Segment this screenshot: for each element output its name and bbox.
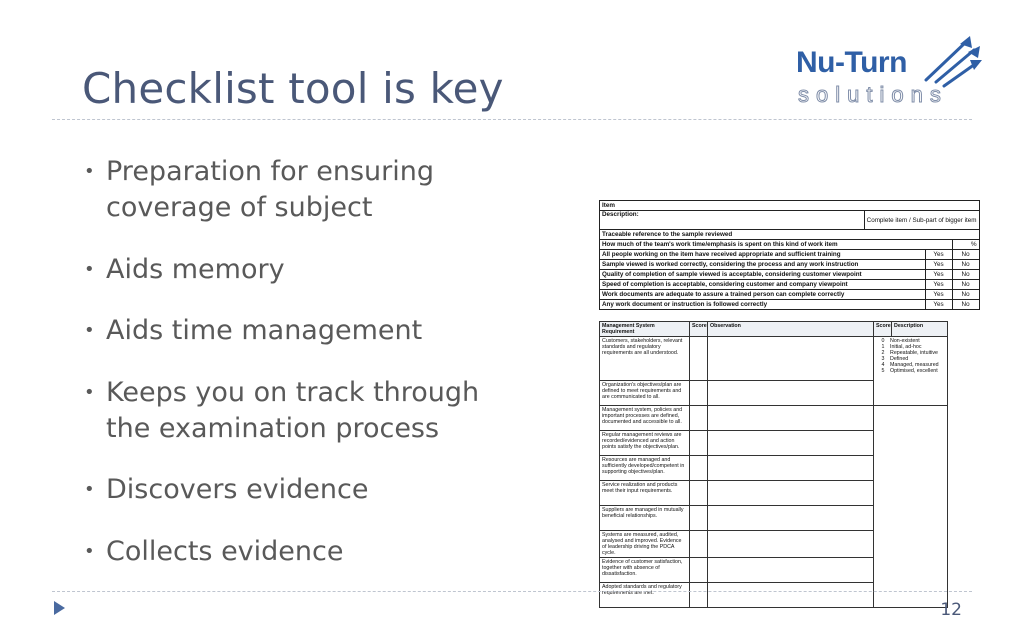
description-value: Complete item / Sub-part of bigger item bbox=[864, 211, 979, 230]
bottom-divider bbox=[52, 591, 972, 592]
bullet-list bbox=[84, 154, 554, 595]
header-observation: Observation bbox=[708, 322, 874, 337]
question-row: Quality of completion of sample viewed is acceptable, considering customer viewpoint Yes No bbox=[600, 270, 980, 280]
time-question: How much of the team's work time/emphasis is spent on this kind of work item bbox=[600, 240, 953, 250]
item-label: Item bbox=[600, 201, 980, 211]
header-scale-score: Score bbox=[874, 322, 892, 337]
requirement-cell: Systems are measured, audited, analysed and improved. Evidence of leadership driving the PDCA cycle. bbox=[600, 531, 690, 558]
company-logo bbox=[790, 32, 980, 112]
question-row: Any work document or instruction is followed correctly Yes No bbox=[600, 300, 980, 310]
bullet-item: • Preparation for ensuring coverage of subject bbox=[84, 154, 554, 226]
time-unit: % bbox=[952, 240, 979, 250]
header-requirement: Management System Requirement bbox=[600, 322, 690, 337]
play-icon bbox=[54, 601, 65, 615]
bullet-item: • Aids memory bbox=[84, 252, 554, 288]
requirement-cell: Organization's objectives/plan are defined to meet requirements and are communicated to all. bbox=[600, 381, 690, 406]
requirement-cell: Evidence of customer satisfaction, together with absence of dissatisfaction. bbox=[600, 558, 690, 583]
bullet-item: • Aids time management bbox=[84, 313, 554, 349]
logo-tagline: solutions bbox=[798, 82, 948, 107]
bullet-item: • Keeps you on track through the examination process bbox=[84, 375, 486, 447]
checklist-table-top bbox=[599, 200, 980, 310]
slide-title: Checklist tool is key bbox=[82, 64, 504, 113]
top-divider bbox=[52, 119, 972, 120]
requirement-cell: Customers, stakeholders, relevant standards and regulatory requirements are all understood. bbox=[600, 337, 690, 381]
bullet-item: • Discovers evidence bbox=[84, 472, 554, 508]
checklist-table-bottom bbox=[599, 321, 948, 608]
description-label: Description: bbox=[600, 211, 865, 230]
logo-wordmark: Nu-Turn bbox=[796, 46, 907, 79]
requirement-cell: Management system, policies and important processes are defined, documented and accessible to all. bbox=[600, 406, 690, 431]
traceable-row: Traceable reference to the sample reviewed bbox=[600, 230, 980, 240]
question-row: Speed of completion is acceptable, considering customer and company viewpoint Yes No bbox=[600, 280, 980, 290]
triple-arrow-icon bbox=[922, 32, 982, 88]
header-scale-description: Description bbox=[892, 322, 948, 337]
question-row: Sample viewed is worked correctly, considering the process and any work instruction Yes No bbox=[600, 260, 980, 270]
header-score: Score bbox=[690, 322, 708, 337]
question-row: Work documents are adequate to assure a trained person can complete correctly Yes No bbox=[600, 290, 980, 300]
requirement-cell: Resources are managed and sufficiently developed/competent in supporting objectives/plan. bbox=[600, 456, 690, 481]
question-row: All people working on the item have received appropriate and sufficient training Yes No bbox=[600, 250, 980, 260]
requirement-cell: Suppliers are managed in mutually beneficial relationships. bbox=[600, 506, 690, 531]
requirement-cell: Regular management reviews are recorded/evidenced and action points satisfy the objectives/plan. bbox=[600, 431, 690, 456]
requirement-cell: Service realization and products meet their input requirements. bbox=[600, 481, 690, 506]
score-scale: 0 Non-existent 1 Initial, ad-hoc 2 Repeatable, intuitive 3 Defined 4 Managed, measured 5 Optimised, excellent bbox=[874, 337, 948, 406]
bullet-item: • Collects evidence bbox=[84, 534, 554, 570]
requirement-cell: Adopted standards and regulatory requirements are met. bbox=[600, 583, 690, 608]
page-number: 12 bbox=[940, 600, 962, 620]
